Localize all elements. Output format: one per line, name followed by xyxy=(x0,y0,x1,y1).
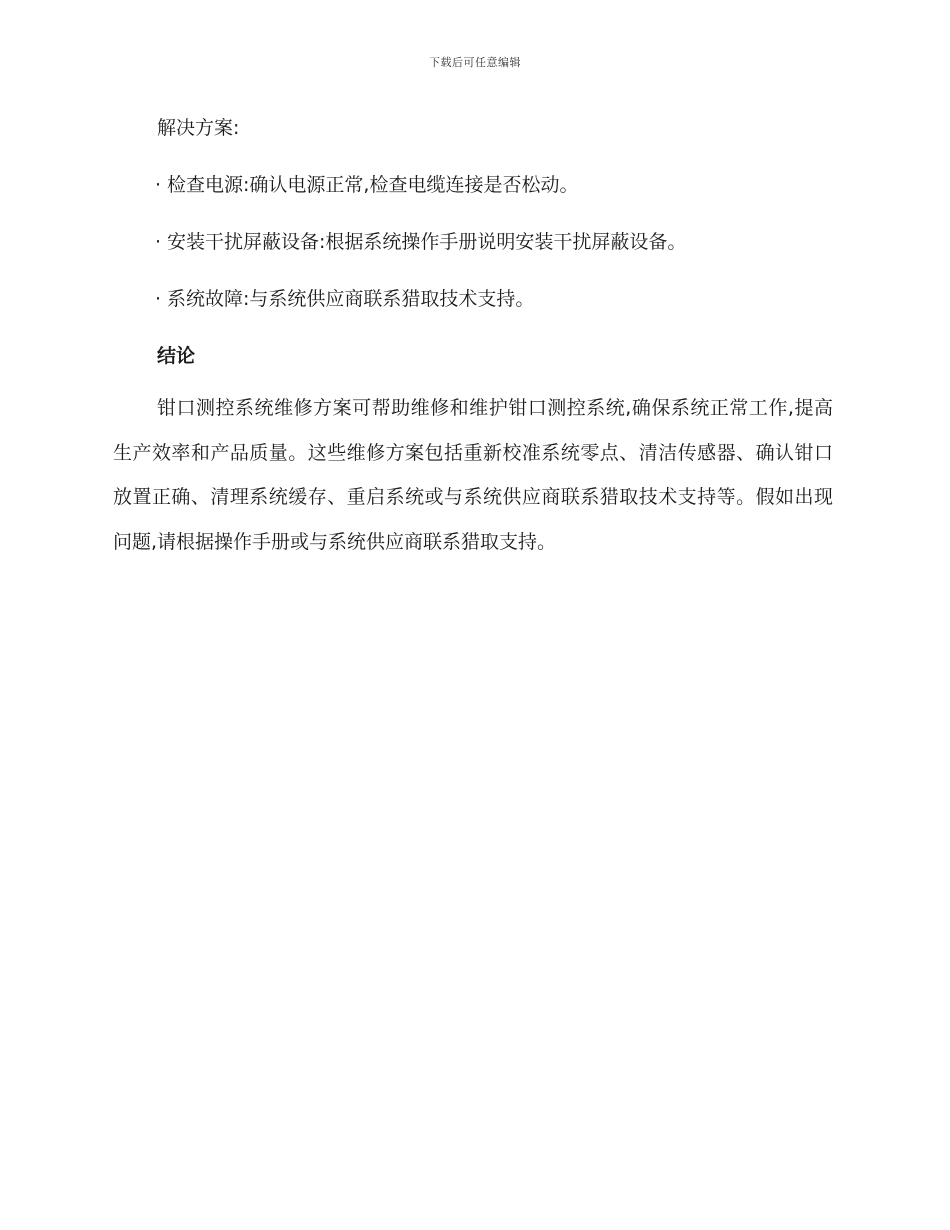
document-body xyxy=(113,113,833,564)
page-header: 下载后可任意编辑 xyxy=(429,56,521,69)
bullet-text: 安装干扰屏蔽设备:根据系统操作手册说明安装干扰屏蔽设备。 xyxy=(167,231,687,253)
bullet-item xyxy=(113,227,833,257)
bullet-item xyxy=(113,170,833,200)
bullet-marker: · xyxy=(155,288,162,310)
section-heading-conclusion: 结论 xyxy=(157,345,196,367)
bullet-text: 检查电源:确认电源正常,检查电缆连接是否松动。 xyxy=(167,174,579,196)
solution-label: 解决方案: xyxy=(157,117,240,139)
conclusion-paragraph: 钳口测控系统维修方案可帮助维修和维护钳口测控系统,确保系统正常工作,提高生产效率和产品质量。这些维修方案包括重新校准系统零点、清洁传感器、确认钳口放置正确、清理系统缓存、重启系统或与系统供应商联系猎取技术支持等。假如出现问题,请根据操作手册或与系统供应商联系猎取支持。 xyxy=(113,397,833,553)
bullet-marker: · xyxy=(155,174,162,196)
bullet-marker: · xyxy=(155,231,162,253)
bullet-text: 系统故障:与系统供应商联系猎取技术支持。 xyxy=(167,288,535,310)
bullet-item xyxy=(113,284,833,314)
